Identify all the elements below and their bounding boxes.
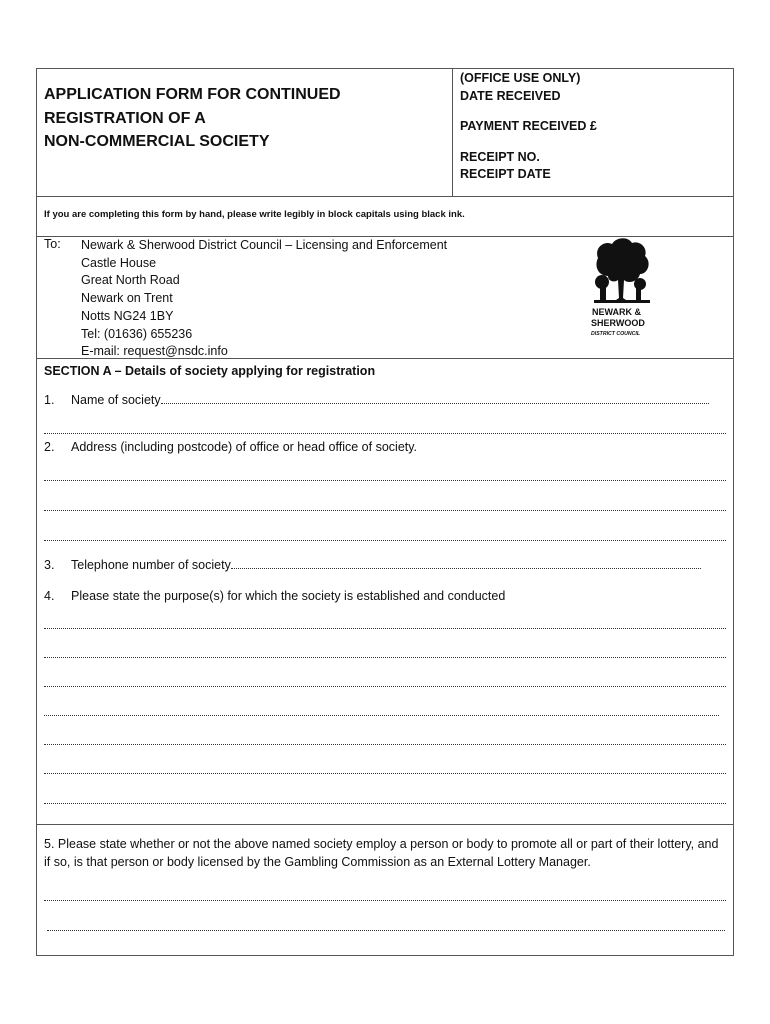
question-4: [44, 589, 505, 603]
question-number: 4.: [44, 589, 55, 603]
question-text: Telephone number of society: [71, 558, 231, 572]
purpose-line-input[interactable]: [44, 773, 726, 774]
section-a-heading: SECTION A – Details of society applying for registration: [44, 364, 376, 378]
form-header: [37, 69, 733, 197]
section-5: [37, 824, 733, 956]
question-5-text: 5. Please state whether or not the above named society employ a person or body to promote all or part of their lottery, and if so, is that person or body licensed by the Gambling Commission as an External Lottery Manager.: [44, 837, 719, 869]
address-line: Newark & Sherwood District Council – Licensing and Enforcement: [81, 238, 448, 252]
question-number: 2.: [44, 440, 55, 454]
purpose-line-input[interactable]: [44, 715, 719, 716]
logo-text-2: SHERWOOD: [591, 318, 645, 328]
address-line: Castle House: [81, 255, 157, 270]
payment-received-field[interactable]: PAYMENT RECEIVED £: [460, 119, 597, 133]
society-name-line[interactable]: [161, 403, 709, 404]
date-received-field[interactable]: DATE RECEIVED: [460, 89, 561, 103]
question-2: [44, 440, 417, 454]
purpose-line-input[interactable]: [44, 657, 726, 658]
question-1: [44, 393, 709, 407]
address-line: Notts NG24 1BY: [81, 308, 174, 323]
title-line-2: REGISTRATION OF A: [44, 109, 206, 127]
email-line: E-mail: request@nsdc.info: [81, 344, 228, 359]
instructions-text: If you are completing this form by hand, please write legibly in block capitals using black ink.: [44, 209, 465, 220]
purpose-line-input[interactable]: [44, 686, 726, 687]
lottery-manager-line[interactable]: [44, 900, 726, 901]
purpose-line-input[interactable]: [44, 744, 726, 745]
council-logo: [588, 236, 654, 340]
title-cell: [37, 69, 453, 196]
title-line-1: APPLICATION FORM FOR CONTINUED: [44, 86, 341, 103]
receipt-no-field[interactable]: RECEIPT NO.: [460, 150, 540, 164]
recipient-block: [37, 236, 733, 359]
lottery-manager-line[interactable]: [47, 930, 725, 931]
telephone-line[interactable]: [231, 568, 701, 569]
section-a: [37, 358, 733, 825]
address-line-input[interactable]: [44, 540, 726, 541]
phone-line: Tel: (01636) 655236: [81, 326, 193, 341]
question-number: 1.: [44, 393, 55, 407]
address-line-input[interactable]: [44, 480, 726, 481]
purpose-line-input[interactable]: [44, 628, 726, 629]
receipt-date-field[interactable]: RECEIPT DATE: [460, 167, 551, 181]
address-line: Great North Road: [81, 273, 180, 288]
form-title: [44, 83, 341, 154]
question-number: 3.: [44, 558, 55, 572]
logo-text-3: DISTRICT COUNCIL: [591, 331, 640, 337]
logo-text-1: NEWARK &: [592, 307, 641, 317]
purpose-line-input[interactable]: [44, 803, 726, 804]
address-line: Newark on Trent: [81, 291, 173, 306]
instructions-row: [37, 196, 733, 237]
question-text: Address (including postcode) of office or head office of society.: [71, 440, 418, 454]
society-name-line-2[interactable]: [44, 433, 726, 434]
recipient-address: [81, 237, 447, 361]
title-line-3: NON-COMMERCIAL SOCIETY: [44, 133, 270, 150]
tree-icon: [594, 238, 650, 303]
question-text: Name of society: [71, 393, 161, 407]
address-line-input[interactable]: [44, 510, 726, 511]
question-text: Please state the purpose(s) for which the society is established and conducted: [71, 589, 506, 603]
application-form: [36, 68, 734, 956]
office-use-heading: (OFFICE USE ONLY): [460, 71, 581, 85]
to-label: To:: [44, 237, 61, 251]
question-3: [44, 558, 701, 572]
